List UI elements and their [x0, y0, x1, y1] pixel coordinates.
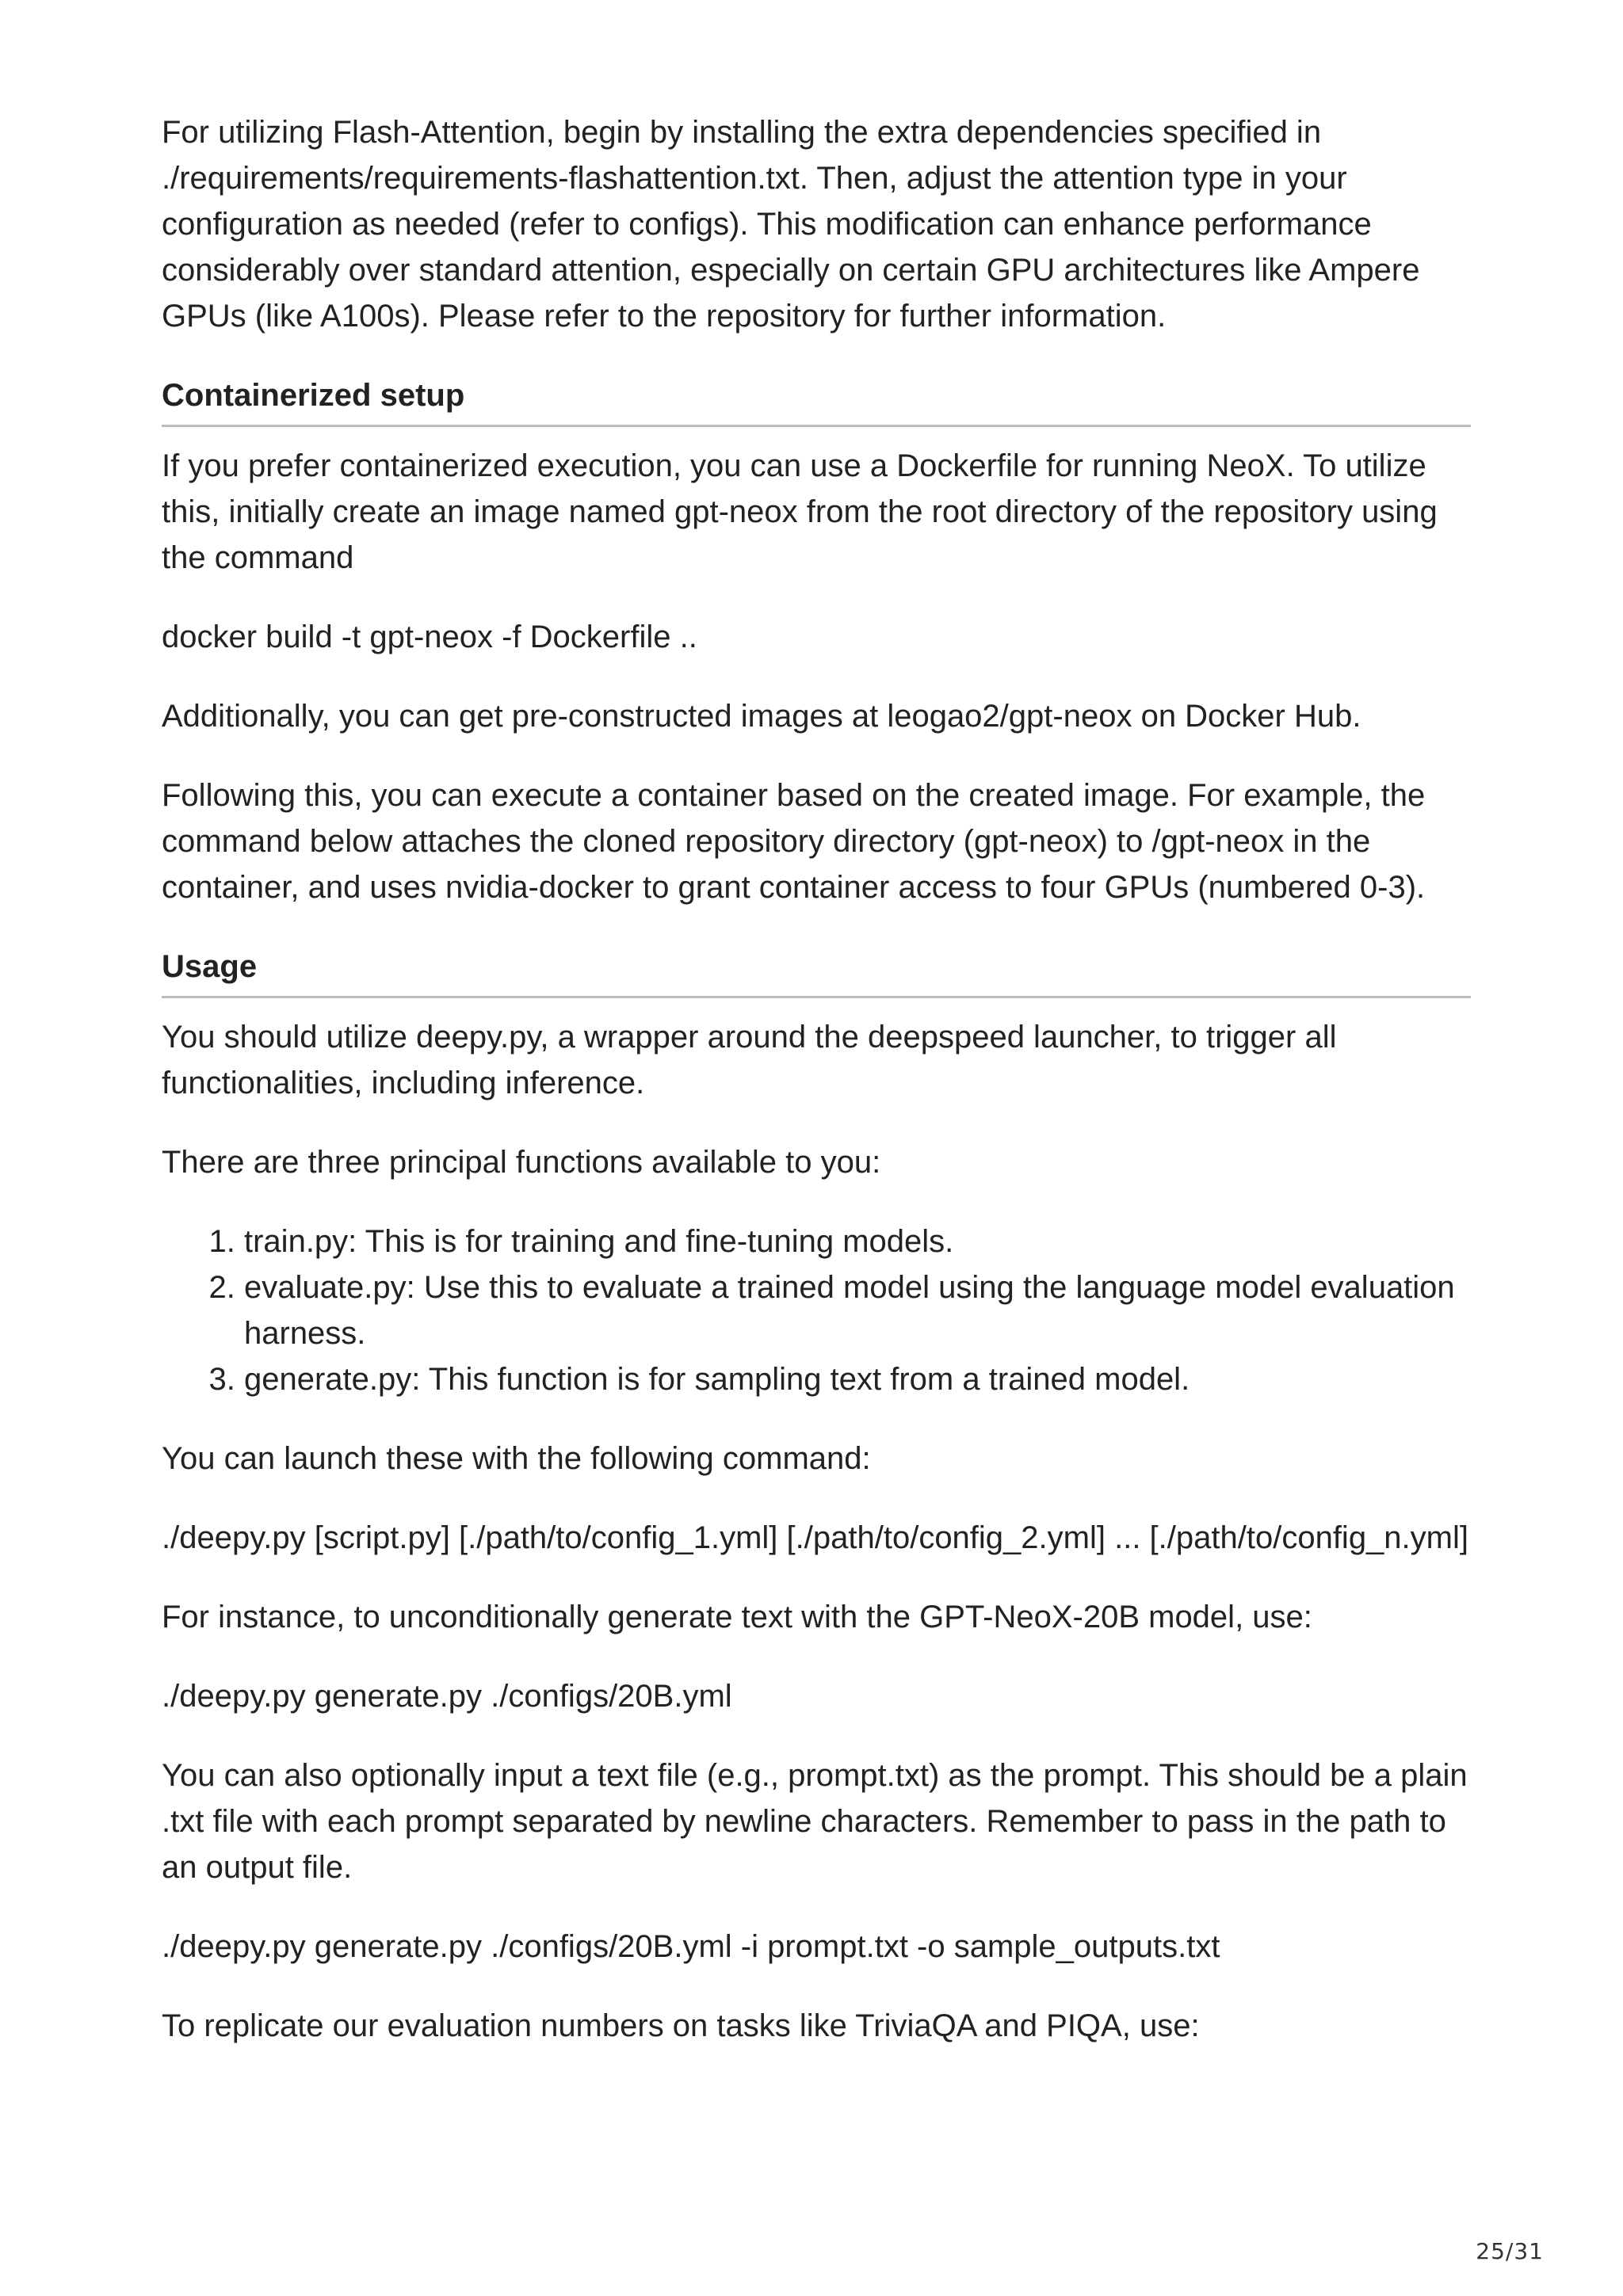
functions-list	[162, 1219, 1471, 1402]
paragraph-docker-hub: Additionally, you can get pre-constructed images at leogao2/gpt-neox on Docker Hub.	[162, 699, 1361, 734]
paragraph-usage-intro: You should utilize deepy.py, a wrapper around the deepspeed launcher, to trigger all functionalities, including inference.	[162, 1020, 1337, 1100]
generate-command: ./deepy.py generate.py ./configs/20B.yml	[162, 1679, 732, 1714]
paragraph-flash-attention: For utilizing Flash-Attention, begin by installing the extra dependencies specified in ./requirements/requirements-flashattention.txt. Then, adjust the attention type in your configuration as needed (refer to configs). This modification can enhance performance considerably over standard attention, especially on certain GPU architectures like Ampere GPUs (like A100s). Please refer to the repository for further information.	[162, 115, 1420, 334]
prompt-command: ./deepy.py generate.py ./configs/20B.yml -i prompt.txt -o sample_outputs.txt	[162, 1929, 1220, 1964]
paragraph-launch-intro: You can launch these with the following command:	[162, 1441, 871, 1476]
list-item-generate: 3. generate.py: This function is for sampling text from a trained model.	[244, 1356, 1471, 1402]
paragraph-generate-intro: For instance, to unconditionally generate text with the GPT-NeoX-20B model, use:	[162, 1600, 1312, 1634]
heading-containerized-setup: Containerized setup	[162, 372, 1471, 427]
paragraph-prompt-file: You can also optionally input a text file (e.g., prompt.txt) as the prompt. This should be a plain .txt file with each prompt separated by newline characters. Remember to pass in the path to an output file.	[162, 1758, 1468, 1885]
list-item-train: 1. train.py: This is for training and fine-tuning models.	[244, 1219, 1471, 1264]
list-item-evaluate: 2. evaluate.py: Use this to evaluate a trained model using the language model evaluation harness.	[244, 1264, 1471, 1356]
document-body	[162, 109, 1471, 2082]
launch-command: ./deepy.py [script.py] [./path/to/config_1.yml] [./path/to/config_2.yml] ... [./path/to/config_n.yml]	[162, 1520, 1468, 1555]
heading-usage: Usage	[162, 944, 1471, 998]
docker-build-command: docker build -t gpt-neox -f Dockerfile ..	[162, 620, 697, 654]
paragraph-run-container: Following this, you can execute a container based on the created image. For example, the command below attaches the cloned repository directory (gpt-neox) to /gpt-neox in the container, and uses nvidia-docker to grant container access to four GPUs (numbered 0-3).	[162, 778, 1426, 905]
paragraph-functions-intro: There are three principal functions available to you:	[162, 1145, 881, 1180]
paragraph-eval-intro: To replicate our evaluation numbers on tasks like TriviaQA and PIQA, use:	[162, 2008, 1200, 2043]
page-number: 25/31	[1476, 2238, 1544, 2264]
paragraph-containerized-intro: If you prefer containerized execution, you can use a Dockerfile for running NeoX. To utilize this, initially create an image named gpt-neox from the root directory of the repository using the command	[162, 448, 1438, 575]
